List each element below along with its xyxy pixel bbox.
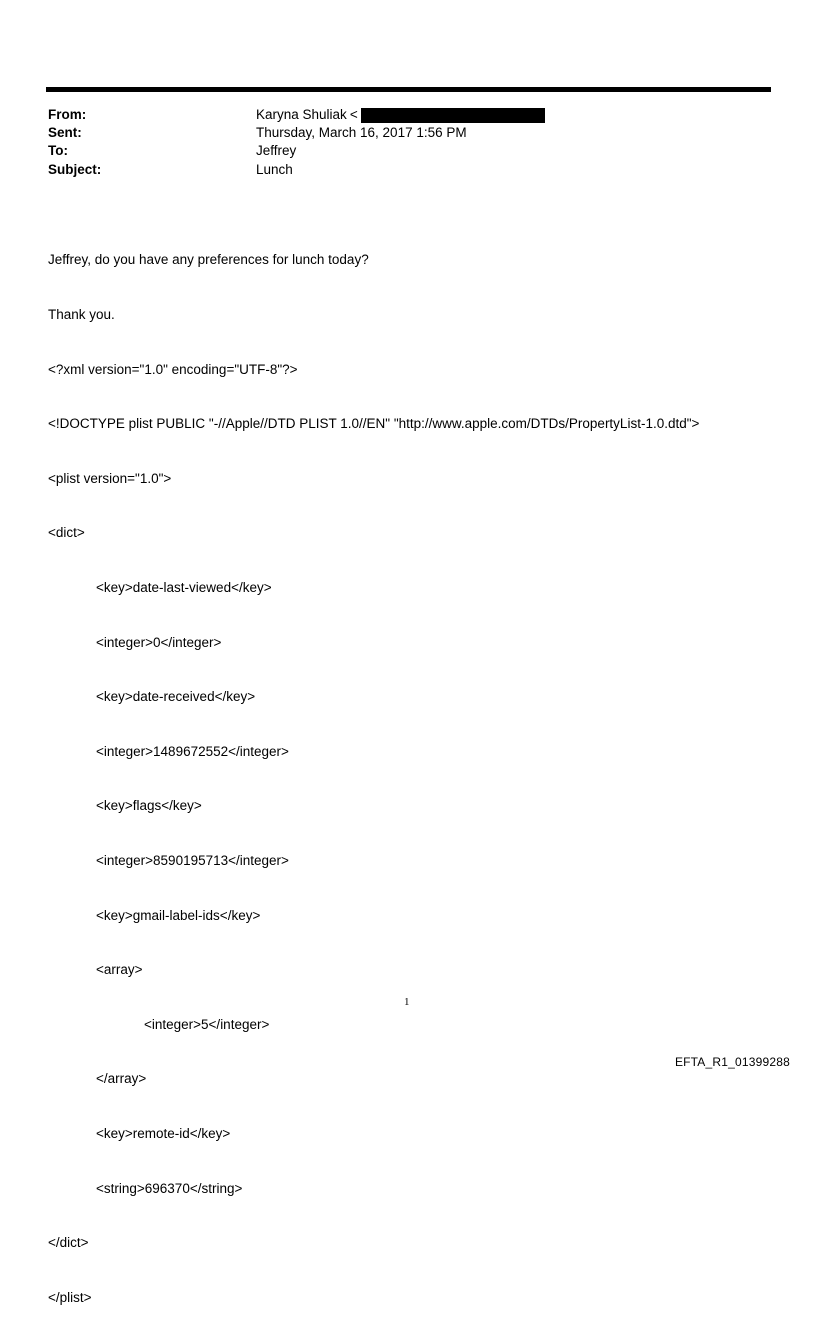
from-name: Karyna Shuliak [256, 107, 347, 122]
document-id: EFTA_R1_01399288 [674, 1055, 790, 1069]
body-line: <integer>0</integer> [96, 634, 222, 650]
body-line: Jeffrey, do you have any preferences for lunch today? [48, 252, 369, 268]
body-line: </dict> [48, 1235, 89, 1251]
body-line: <key>gmail-label-ids</key> [96, 907, 261, 923]
body-line: <!DOCTYPE plist PUBLIC "-//Apple//DTD PLIST 1.0//EN" "http://www.apple.com/DTDs/PropertyList-1.0.dtd"> [48, 416, 700, 432]
subject-value: Lunch [256, 161, 293, 177]
body-line: <dict> [48, 525, 85, 541]
to-label: To: [48, 143, 68, 159]
body-line: <plist version="1.0"> [48, 470, 172, 486]
header-rule [46, 87, 771, 92]
sent-value: Thursday, March 16, 2017 1:56 PM [256, 125, 467, 141]
from-value [256, 106, 545, 124]
subject-row [48, 161, 545, 179]
body-line: <key>flags</key> [96, 798, 202, 814]
to-row [48, 142, 545, 160]
body-line: Thank you. [48, 307, 115, 322]
subject-label: Subject: [48, 161, 102, 177]
from-email-start: < [349, 107, 358, 122]
body-line: </array> [96, 1071, 147, 1087]
body-line: <key>date-last-viewed</key> [96, 579, 272, 595]
body-line: <integer>5</integer> [144, 1016, 270, 1032]
to-value: Jeffrey [256, 143, 297, 159]
sent-label: Sent: [48, 125, 82, 141]
body-line: <array> [96, 962, 143, 978]
body-line: <key>remote-id</key> [96, 1125, 231, 1141]
from-row [48, 106, 545, 124]
sent-row [48, 124, 545, 142]
redaction-box [361, 108, 545, 123]
body-line: <?xml version="1.0" encoding="UTF-8"?> [48, 361, 298, 377]
body-line: </plist> [48, 1289, 92, 1305]
body-line: <key>date-received</key> [96, 689, 256, 705]
body-line: <string>696370</string> [96, 1180, 243, 1196]
page-number: 1 [404, 996, 410, 1008]
email-body [48, 215, 699, 1325]
email-header [48, 106, 545, 179]
from-label: From: [48, 107, 87, 122]
body-line: <integer>1489672552</integer> [96, 743, 289, 759]
body-line: <integer>8590195713</integer> [96, 852, 289, 868]
